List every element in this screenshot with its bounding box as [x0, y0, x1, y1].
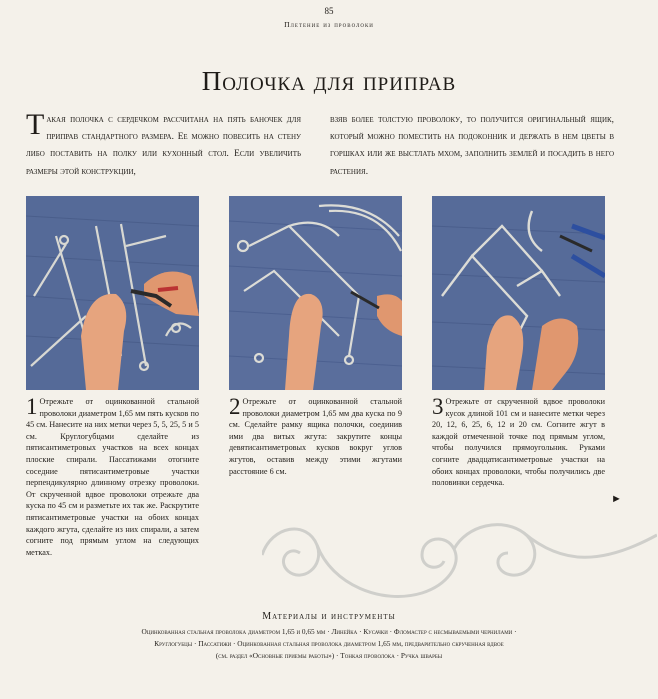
page-number: 85 — [324, 6, 334, 16]
page-title: Полочка для приправ — [201, 66, 457, 96]
step-1 — [26, 396, 199, 558]
hands-cutting-wire-photo — [26, 196, 199, 390]
intro-left-column — [26, 108, 301, 181]
running-head: Плетение из проволоки — [284, 20, 374, 29]
step-3-number: 3 — [432, 394, 444, 419]
step-2 — [229, 396, 402, 477]
step-1-text: Отрежьте от оцинкованной стальной проволоки диаметром 1,65 мм пять кусков по 45 см. Нанесите на них метки через 5, 5, 25, 5 и 5 см. Круглогубцами сделайте из пятисантиметровых участков на всех концах плоские спирали. Пассатижами отогните соседние пятисантиметровые участки перпендикулярно длинному отрезку проволоки. От скрученной вдвое проволоки отрежьте два куска по 45 см и разметьте их так же. Раскрутите пятисантиметровые участки на обоих концах каждого жгута, сделайте из них спирали, а затем согните под прямым углом на следующих метках. — [26, 397, 199, 557]
step-1-number: 1 — [26, 394, 38, 419]
step-3-text: Отрежьте от скрученной вдвое проволоки кусок длиной 101 см и нанесите метки через 20, 12, 6, 25, 6, 12 и 20 см. Согните жгут в каждой отмеченной точке под прямым углом, чтобы получился прямоугольник. Руками согните двадцатисантиметровые участки на обоих концах проволоки, чтобы получились две половинки сердечка. — [432, 397, 605, 488]
materials-title: Материалы и инструменты — [262, 611, 396, 622]
hands-bending-heart-photo — [432, 196, 605, 390]
step-3 — [432, 396, 605, 489]
materials-line-1: Оцинкованная стальная проволока диаметром 1,65 и 0,65 мм · Линейка · Кусачки · Фломастер с несмываемыми чернилами · — [141, 627, 517, 636]
photo-step-2 — [229, 196, 402, 390]
step-2-number: 2 — [229, 394, 241, 419]
intro-right-column — [330, 112, 614, 181]
hands-joining-frame-photo — [229, 196, 402, 390]
materials-line-3: (см. раздел «Основные приемы работы») · Тонкая проволока · Ручка шварбы — [215, 651, 443, 660]
intro-drop-cap: Т — [26, 108, 45, 141]
intro-left-text: акая полочка с сердечком рассчитана на пять баночек для приправ стандартного размера. Ее можно повесить на стену либо поставить на полку или кухонный стол. Если увеличить размеры этой конструкции, — [26, 115, 301, 177]
wire-spiral-decoration — [262, 505, 657, 615]
photo-step-1 — [26, 196, 199, 390]
continue-arrow-icon: ► — [611, 493, 622, 505]
intro-right-text: взяв более толстую проволоку, то получится оригинальный ящик, который можно поместить на подоконник и держать в нем цветы в горшках или же выстлать мхом, заполнить землей и посадить в него растения. — [330, 115, 614, 177]
photo-step-3 — [432, 196, 605, 390]
materials-line-2: Круглогубцы · Пассатижи · Оцинкованная стальная проволока диаметром 1,65 мм, предварительно скрученная вдвое — [154, 639, 504, 648]
step-2-text: Отрежьте от оцинкованной стальной проволоки диаметром 1,65 мм два куска по 9 см. Сделайте рамку ящика полочки, соединив ими два витых жгута: закрутите концы девятисантиметровых кусков вокруг углов жгутов, оставив между этими жгутами расстояние 6 см. — [229, 397, 402, 476]
